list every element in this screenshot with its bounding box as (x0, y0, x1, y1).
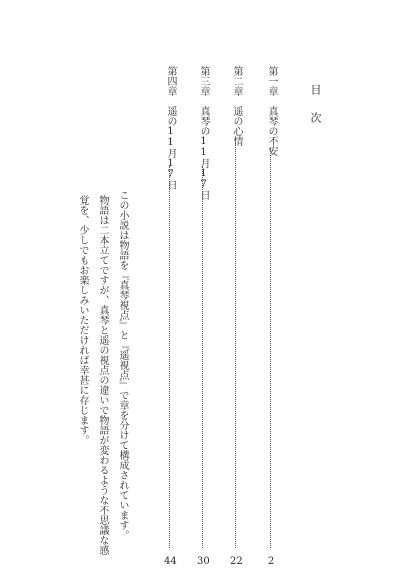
toc-entry-label (197, 66, 209, 200)
toc-leader (169, 166, 170, 548)
toc-entry-label (265, 66, 277, 156)
toc-title-char-2: 次 (309, 112, 322, 124)
toc-chapter-name: 真琴の11月17日 (198, 106, 209, 200)
toc-entry-4[interactable] (164, 66, 177, 567)
toc-leader (202, 166, 203, 548)
toc-leader (235, 138, 236, 548)
toc-entry-2[interactable] (230, 66, 243, 567)
toc-entry-1[interactable] (265, 66, 277, 567)
toc-page-number: 44 (164, 556, 177, 567)
toc-chapter: 第二章 (231, 66, 242, 96)
intro-line-2: 物語は二本立てですが、真琴と遥の視点の違いで物語が変わるような不思議な感 (97, 195, 108, 555)
toc-page-number: 30 (197, 556, 210, 567)
toc-entry-label (164, 66, 176, 190)
toc-title (310, 84, 320, 124)
toc-chapter-name: 遥の11月17日 (165, 106, 176, 190)
toc-leader (270, 148, 271, 548)
toc-entry-label (230, 66, 242, 146)
toc-chapter-name: 真琴の不安 (266, 106, 277, 156)
intro-line-3: 覚を、少しでもお楽しみいただければ幸甚に存じます。 (77, 195, 88, 445)
toc-entry-3[interactable] (197, 66, 210, 567)
toc-page-number: 22 (230, 556, 243, 567)
toc-chapter: 第三章 (198, 66, 209, 96)
toc-chapter: 第一章 (266, 66, 277, 96)
toc-chapter-name: 遥の心情 (231, 106, 242, 146)
intro-line-1: この小説は物語を『真琴視点』と『遥視点』で章を分けて構成されています。 (117, 190, 128, 540)
toc-chapter: 第四章 (165, 66, 176, 96)
toc-page-number: 2 (267, 556, 275, 567)
toc-title-char-1: 目 (309, 84, 322, 96)
